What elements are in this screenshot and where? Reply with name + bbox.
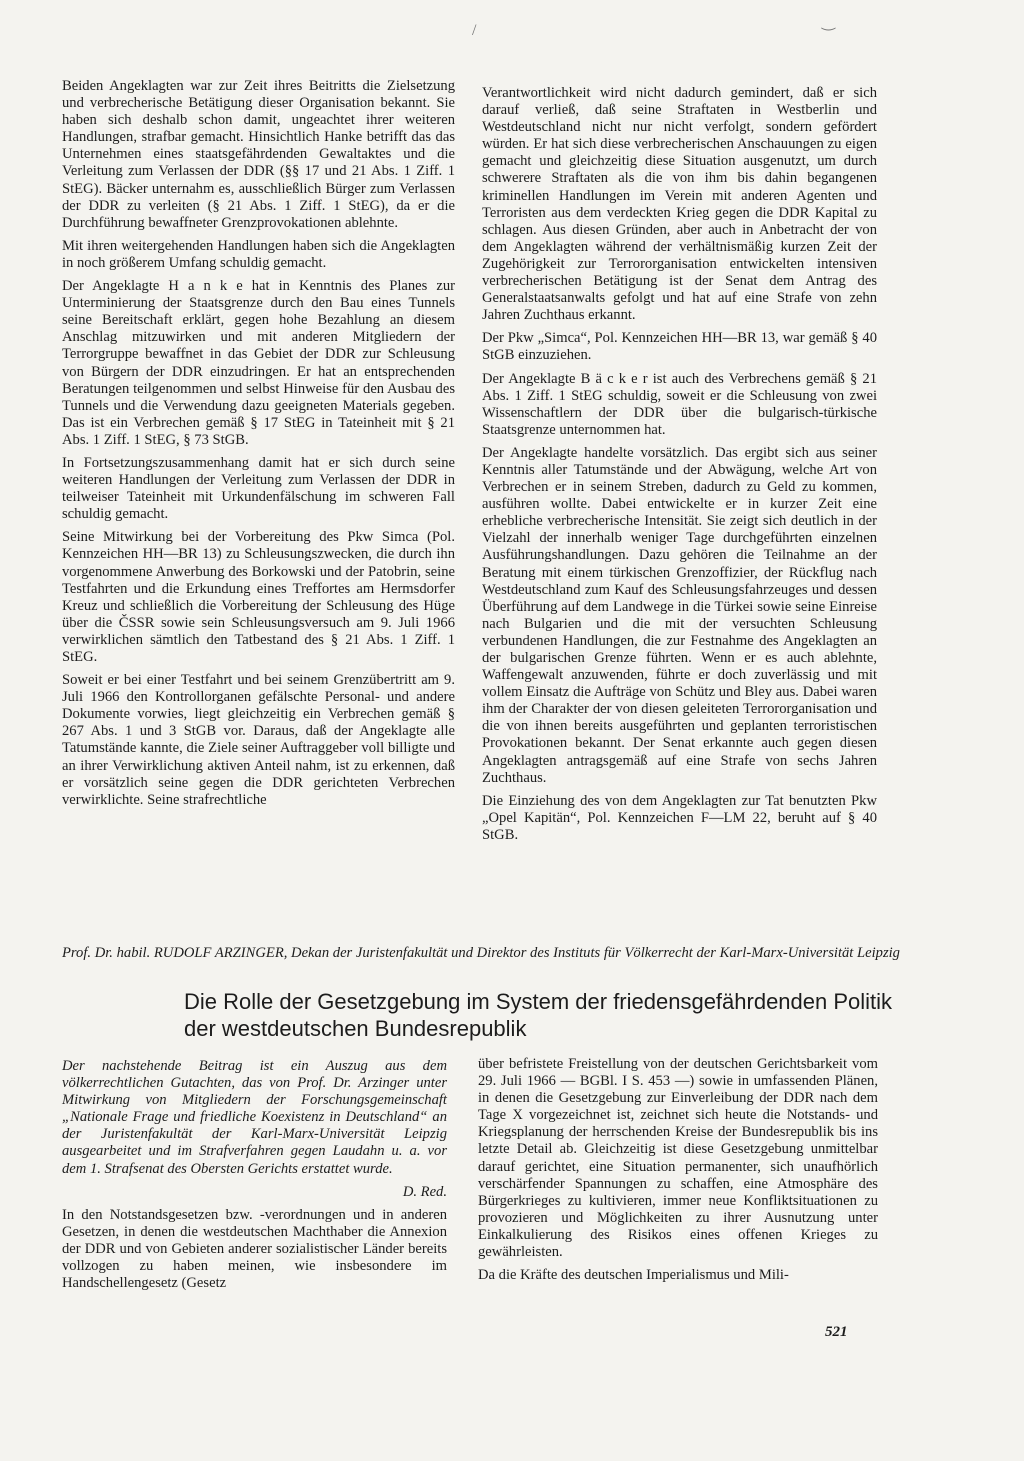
paragraph: Beiden Angeklagten war zur Zeit ihres Beitritts die Zielsetzung und verbrecherische Betätigung dieser Organisation bekannt. Sie haben sich deshalb schon damit, ungeachtet ihrer weiteren Handlungen, strafbar gemacht. Hinsichtlich Hanke betrifft das das Unternehmen eines staatsgefährdenden Gewaltaktes und die Verleitung zum Verlassen der DDR (§§ 17 und 21 Abs. 1 Ziff. 1 StEG). Bäcker unternahm es, ausschließlich Bürger zum Verlassen der DDR zu verleiten (§ 21 Abs. 1 Ziff. 1 StEG), da er die Durchführung bewaffneter Grenzprovokationen ablehnte. bbox=[62, 78, 455, 231]
author-byline: Prof. Dr. habil. RUDOLF ARZINGER, Dekan der Juristenfakultät und Direktor des Instituts für Völkerrecht der Karl-Marx-Universität Leipzig bbox=[62, 945, 900, 961]
paragraph: Der Angeklagte B ä c k e r ist auch des Verbrechens gemäß § 21 Abs. 1 Ziff. 1 StEG schuldig, soweit er die Schleusung von zwei Wissenschaftlern der DDR über die bulgarisch-türkische Staatsgrenze unternommen hat. bbox=[482, 370, 877, 438]
top-left-column bbox=[62, 78, 455, 815]
bottom-right-column bbox=[478, 1056, 878, 1290]
paragraph: In Fortsetzungszusammenhang damit hat er sich durch seine weiteren Handlungen der Verleitung zum Verlassen der DDR in teilweiser Tateinheit mit Urkundenfälschung im schweren Fall schuldig gemacht. bbox=[62, 454, 455, 523]
scan-mark: ‿ bbox=[822, 14, 835, 31]
editorial-note: Der nachstehende Beitrag ist ein Auszug aus dem völkerrechtlichen Gutachten, das von Prof. Dr. Arzinger unter Mitwirkung von Mitgliedern der Forschungsgemeinschaft „Nationale Frage und friedliche Koexistenz in Deutschland“ an der Juristenfakultät der Karl-Marx-Universität Leipzig ausgearbeitet und im Strafverfahren gegen Laudahn u. a. vor dem 1. Strafsenat des Obersten Gerichts erstattet wurde. bbox=[62, 1058, 447, 1177]
paragraph: Seine Mitwirkung bei der Vorbereitung des Pkw Simca (Pol. Kennzeichen HH—BR 13) zu Schleusungszwecken, die durch ihn vorgenommene Anwerbung des Borkowski und der Patobrin, seine Testfahrten und die Erkundung eines Treffortes am Hermsdorfer Kreuz und schließlich die Vorbereitung der Schleusung des Hüge über die ČSSR sowie sein Schleusungsversuch am 9. Juli 1966 verwirklichen sämtlich den Tatbestand des § 21 Abs. 1 Ziff. 1 StEG. bbox=[62, 529, 455, 665]
paragraph: über befristete Freistellung von der deutschen Gerichtsbarkeit vom 29. Juli 1966 — BGBl. I S. 453 —) sowie in umfassenden Plänen, in denen die Gesetzgebung zur Einverleibung der DDR nach dem Tage X vorgezeichnet ist, zeichnet sich heute die Notstands- und Kriegsplanung der herrschenden Kreise der Bundesrepublik bis ins letzte Detail ab. Gleichzeitig ist diese Gesetzgebung unmittelbar darauf gerichtet, eine Situation permanenter, sich unaufhörlich verschärfender Spannungen zu schaffen, eine Atmosphäre des Bürgerkrieges zu kultivieren, immer neue Konfliktsituationen zu provozieren und Möglichkeiten zu ihrer Ausnutzung unter Einkalkulierung des Risikos eines offenen Krieges zu gewährleisten. bbox=[478, 1056, 878, 1261]
paragraph: Mit ihren weitergehenden Handlungen haben sich die Angeklagten in noch größerem Umfang schuldig gemacht. bbox=[62, 237, 455, 271]
bottom-left-column bbox=[62, 1058, 447, 1298]
paragraph: Verantwortlichkeit wird nicht dadurch gemindert, daß er sich darauf verließ, daß seine Straftaten in Westberlin und Westdeutschland nicht nur nicht verfolgt, sondern gefördert würden. Er hat sich diese verbrecherischen Anschauungen zu eigen gemacht und gleichzeitig diese Situation ausgenutzt, um durch schwerere Straftaten als die von ihm bis dahin begangenen kriminellen Handlungen im Verein mit anderen Agenten und Terroristen aus dem verdeckten Krieg gegen die DDR Kapital zu schlagen. Aus diesen Gründen, aber auch in Anbetracht der von dem Angeklagten während der verhältnismäßig kurzen Zeit der Zugehörigkeit zur Terrororganisation entwickelten intensiven verbrecherischen Betätigung ist der Senat dem Antrag des Generalstaatsanwalts gefolgt und hat auf eine Strafe von zehn Jahren Zuchthaus erkannt. bbox=[482, 85, 877, 324]
editorial-signature: D. Red. bbox=[402, 1183, 447, 1200]
paragraph: Soweit er bei einer Testfahrt und bei seinem Grenzübertritt am 9. Juli 1966 den Kontrollorganen gefälschte Personal- und andere Dokumente vorwies, liegt gleichzeitig ein Verbrechen gemäß § 267 Abs. 1 und 3 StGB vor. Daraus, daß der Angeklagte alle Tatumstände kannte, die Ziele seiner Auftraggeber voll billigte und an ihrer Verwirklichung aktiven Anteil nahm, ist zu erkennen, daß er vorsätzlich seine gegen die DDR gerichteten Verbrechen verwirklichte. Seine strafrechtliche bbox=[62, 672, 455, 808]
page-number: 521 bbox=[825, 1324, 848, 1340]
top-right-column bbox=[482, 85, 877, 850]
paragraph: Da die Kräfte des deutschen Imperialismus und Mili- bbox=[478, 1267, 789, 1284]
paragraph: Der Pkw „Simca“, Pol. Kennzeichen HH—BR 13, war gemäß § 40 StGB einzuziehen. bbox=[482, 330, 877, 364]
paragraph: Der Angeklagte H a n k e hat in Kenntnis des Planes zur Unterminierung der Staatsgrenze durch den Bau eines Tunnels seine Bereitschaft erklärt, gegen hohe Bezahlung an diesem Anschlag mitzuwirken und mit anderen Mitgliedern der Terrorgruppe bewaffnet in das Gebiet der DDR zur Schleusung von Bürgern der DDR einzudringen. Er hat an entsprechenden Beratungen teilgenommen und selbst Hinweise für den Ausbau des Tunnels und die Verwendung dazu geeigneten Materials gegeben. Das ist ein Verbrechen gemäß § 17 StEG in Tateinheit mit § 21 Abs. 1 Ziff. 1 StEG, § 73 StGB. bbox=[62, 278, 455, 448]
article-title: Die Rolle der Gesetzgebung im System der friedensgefährdenden Politik der westdeutschen Bundesrepublik bbox=[184, 989, 893, 1041]
paragraph: Die Einziehung des von dem Angeklagten zur Tat benutzten Pkw „Opel Kapitän“, Pol. Kennzeichen F—LM 22, beruht auf § 40 StGB. bbox=[482, 792, 877, 843]
paragraph: In den Notstandsgesetzen bzw. -verordnungen und in anderen Gesetzen, in denen die westdeutschen Machthaber die Annexion der DDR und von Gebieten anderer sozialistischer Länder bereits vollzogen zu haben meinen, wie insbesondere im Handschellengesetz (Gesetz bbox=[62, 1206, 447, 1292]
paragraph: Der Angeklagte handelte vorsätzlich. Das ergibt sich aus seiner Kenntnis aller Tatumstände und der Abwägung, welche Art von Verbrechen er in seinem Streben, dadurch zu Geld zu kommen, ausführen wollte. Dabei entwickelte er in kurzer Zeit eine erhebliche verbrecherische Intensität. Sie zeigt sich deutlich in der Vielzahl der innerhalb weniger Tage durchgeführten einzelnen Ausführungshandlungen. Dazu gehören die Teilnahme an der Beratung mit einem türkischen Grenzoffizier, der Rückflug nach Westdeutschland zum Kauf des Schleusungsfahrzeuges und dessen Überführung auf dem Landwege in die Türkei sowie seine Einreise nach Bulgarien und die mit der versuchten Schleusung verbundenen Handlungen, die zur Festnahme des Angeklagten an der bulgarischen Grenze führten. Wenn er es auch ablehnte, Waffengewalt anzuwenden, führte er doch zuverlässig und mit vollem Einsatz die Aufträge von Schütz und Bley aus. Dabei waren ihm der Charakter der von diesen geleiteten Terrororganisation und die von ihnen bereits ausgeführten und geplanten terroristischen Provokationen bekannt. Der Senat erkannte auch gegen diesen Angeklagten antragsgemäß auf eine Strafe von sechs Jahren Zuchthaus. bbox=[482, 444, 877, 786]
scan-mark: / bbox=[472, 22, 477, 39]
